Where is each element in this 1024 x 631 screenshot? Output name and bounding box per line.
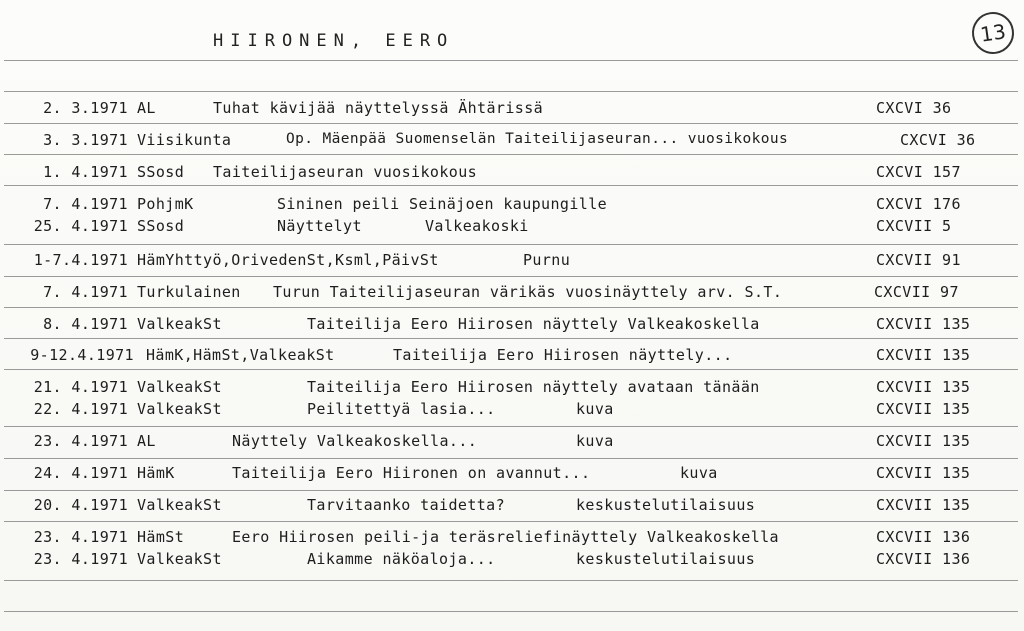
entry-note: kuva	[576, 400, 614, 418]
entry-ref: CXCVII 135	[876, 378, 971, 396]
list-item	[0, 346, 1024, 366]
entry-title: Sininen peili Seinäjoen kaupungille	[277, 195, 608, 213]
entry-title: Purnu	[523, 251, 571, 269]
rule-line	[4, 426, 1018, 427]
entry-title: Näyttely Valkeakoskella...	[232, 432, 478, 450]
entry-ref: CXCVII 135	[876, 315, 971, 333]
entry-ref: CXCVII 5	[876, 217, 952, 235]
rule-line	[4, 307, 1018, 308]
list-item	[0, 99, 1024, 119]
entry-date: 7. 4.1971	[43, 283, 128, 301]
entry-source: ValkeakSt	[137, 496, 222, 514]
entry-ref: CXCVII 136	[876, 528, 971, 546]
entry-ref: CXCVI 36	[876, 99, 952, 117]
entry-title: Tuhat kävijää näyttelyssä Ähtärissä	[213, 99, 544, 117]
rule-line	[4, 611, 1018, 612]
entry-source: ValkeakSt	[137, 400, 222, 418]
list-item	[0, 163, 1024, 183]
list-item	[0, 251, 1024, 271]
rule-line	[4, 123, 1018, 124]
list-item	[0, 217, 1024, 237]
entry-title: Tarvitaanko taidetta?	[307, 496, 506, 514]
list-item	[0, 283, 1024, 303]
entry-title: Näyttelyt	[277, 217, 362, 235]
entry-source: HämYhttyö,OrivedenSt,Ksml,PäivSt	[137, 251, 439, 269]
entry-source: ValkeakSt	[137, 378, 222, 396]
entry-title: Aikamme näköaloja...	[307, 550, 496, 568]
list-item	[0, 464, 1024, 484]
entry-ref: CXCVII 136	[876, 550, 971, 568]
entry-note: keskustelutilaisuus	[576, 496, 756, 514]
card-number-stamp: 13	[969, 9, 1016, 56]
entry-title: Taiteilija Eero Hiironen on avannut...	[232, 464, 591, 482]
list-item	[0, 400, 1024, 420]
entry-date: 21. 4.1971	[33, 378, 128, 396]
list-item	[0, 315, 1024, 335]
entry-date: 3. 3.1971	[43, 131, 128, 149]
entry-note: Valkeakoski	[425, 217, 529, 235]
entry-title: Taiteilija Eero Hiirosen näyttely Valkeakoskella	[307, 315, 760, 333]
entry-source: SSosd	[137, 163, 185, 181]
entry-source: HämK,HämSt,ValkeakSt	[146, 346, 335, 364]
rule-line	[4, 60, 1018, 61]
entry-date: 23. 4.1971	[33, 528, 128, 546]
entry-title: Taiteilijaseuran vuosikokous	[213, 163, 478, 181]
entry-source: ValkeakSt	[137, 315, 222, 333]
entry-date: 9-12.4.1971	[30, 346, 134, 364]
list-item	[0, 496, 1024, 516]
entry-title: Peilitettyä lasia...	[307, 400, 496, 418]
entry-ref: CXCVII 135	[876, 432, 971, 450]
entry-date: 7. 4.1971	[43, 195, 128, 213]
entry-source: SSosd	[137, 217, 185, 235]
rule-line	[4, 276, 1018, 277]
list-item	[0, 550, 1024, 570]
entry-source: AL	[137, 432, 156, 450]
entry-date: 1. 4.1971	[43, 163, 128, 181]
entry-date: 1-7.4.1971	[33, 251, 128, 269]
entry-ref: CXCVI 157	[876, 163, 961, 181]
rule-line	[4, 580, 1018, 581]
entry-date: 20. 4.1971	[33, 496, 128, 514]
rule-line	[4, 244, 1018, 245]
entry-date: 23. 4.1971	[33, 432, 128, 450]
entry-title: Taiteilija Eero Hiirosen näyttely...	[393, 346, 733, 364]
entry-date: 8. 4.1971	[43, 315, 128, 333]
entry-source: Turkulainen	[137, 283, 241, 301]
entry-source: Viisikunta	[137, 131, 232, 149]
entry-ref: CXCVII 135	[876, 346, 971, 364]
list-item	[0, 195, 1024, 215]
rule-line	[4, 154, 1018, 155]
entry-date: 2. 3.1971	[43, 99, 128, 117]
rule-line	[4, 185, 1018, 186]
entry-source: HämK	[137, 464, 175, 482]
card-title: HIIRONEN, EERO	[213, 31, 455, 51]
entry-ref: CXCVII 135	[876, 464, 971, 482]
entry-date: 22. 4.1971	[33, 400, 128, 418]
rule-line	[4, 338, 1018, 339]
entry-title: Eero Hiirosen peili-ja teräsreliefinäyttely Valkeakoskella	[232, 528, 779, 546]
entry-ref: CXCVII 135	[876, 400, 971, 418]
entry-ref: CXCVII 135	[876, 496, 971, 514]
rule-line	[4, 369, 1018, 370]
entry-ref: CXCVI 176	[876, 195, 961, 213]
list-item	[0, 528, 1024, 548]
entry-ref: CXCVII 97	[874, 283, 959, 301]
entry-date: 24. 4.1971	[33, 464, 128, 482]
entry-title: Taiteilija Eero Hiirosen näyttely avataan tänään	[307, 378, 760, 396]
entry-title: Turun Taiteilijaseuran värikäs vuosinäyttely arv. S.T.	[273, 283, 783, 301]
rule-line	[4, 458, 1018, 459]
entry-source: ValkeakSt	[137, 550, 222, 568]
rule-line	[4, 91, 1018, 92]
entry-note: kuva	[576, 432, 614, 450]
entry-ref: CXCVII 91	[876, 251, 961, 269]
entry-date: 25. 4.1971	[33, 217, 128, 235]
list-item	[0, 131, 1024, 151]
entry-ref: CXCVI 36	[900, 131, 976, 149]
entry-note: kuva	[680, 464, 718, 482]
rule-line	[4, 521, 1018, 522]
entry-source: HämSt	[137, 528, 185, 546]
entry-source: PohjmK	[137, 195, 194, 213]
list-item	[0, 378, 1024, 398]
entry-note: keskustelutilaisuus	[576, 550, 756, 568]
entry-title: Op. Mäenpää Suomenselän Taiteilijaseuran... vuosikokous	[286, 131, 789, 147]
rule-line	[4, 490, 1018, 491]
entry-source: AL	[137, 99, 156, 117]
entry-date: 23. 4.1971	[33, 550, 128, 568]
list-item	[0, 432, 1024, 452]
